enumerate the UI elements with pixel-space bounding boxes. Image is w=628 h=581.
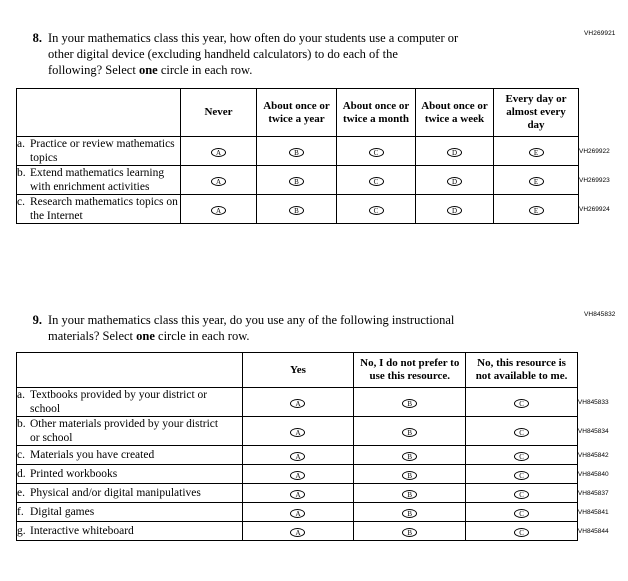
q9-a-item-code: VH845833 xyxy=(577,398,609,406)
question-8-item-code: VH269921 xyxy=(584,30,616,37)
question-9-header-blank xyxy=(17,353,243,388)
question-8-line3-bold: one xyxy=(138,63,158,77)
question-9-item-code: VH845832 xyxy=(584,311,616,318)
radio-bubble[interactable]: C xyxy=(514,490,529,499)
table-row xyxy=(17,446,584,465)
question-8-header-everyday: Every day or almost every day xyxy=(494,89,579,137)
radio-bubble[interactable]: A xyxy=(211,206,226,215)
question-9-number: 9. xyxy=(32,313,42,327)
radio-bubble[interactable]: C xyxy=(369,148,384,157)
q8-a-option-week[interactable] xyxy=(416,137,494,166)
question-9-heading xyxy=(20,312,454,344)
radio-bubble[interactable]: C xyxy=(514,399,529,408)
q9-f-option-yes[interactable] xyxy=(242,503,354,522)
radio-bubble[interactable]: B xyxy=(289,206,304,215)
radio-bubble[interactable]: A xyxy=(290,399,305,408)
row-text: Other materials provided by your district or school xyxy=(30,418,219,444)
question-8-number: 8. xyxy=(32,31,42,45)
q9-g-option-yes[interactable] xyxy=(242,522,354,541)
q9-e-option-no-available[interactable] xyxy=(466,484,578,503)
q8-a-item-code: VH269922 xyxy=(579,147,610,155)
q9-f-item-code: VH845841 xyxy=(577,508,609,516)
row-letter: d. xyxy=(17,468,26,480)
question-8-row-b-label xyxy=(17,166,181,195)
table-row xyxy=(17,417,584,446)
q8-b-option-year[interactable] xyxy=(257,166,337,195)
question-8-header-week: About once or twice a week xyxy=(416,89,494,137)
q8-a-option-never[interactable] xyxy=(181,137,257,166)
question-8-header-month: About once or twice a month xyxy=(337,89,416,137)
row-text: Practice or review mathematics topics xyxy=(30,138,175,164)
q9-c-option-no-prefer[interactable] xyxy=(354,446,466,465)
radio-bubble[interactable]: B xyxy=(402,428,417,437)
radio-bubble[interactable]: A xyxy=(290,528,305,537)
question-9-block xyxy=(20,312,454,344)
row-letter: a. xyxy=(17,138,25,150)
question-8-heading xyxy=(20,30,458,78)
question-8-header-blank xyxy=(17,89,181,137)
row-text: Research mathematics topics on the Internet xyxy=(30,196,178,222)
question-9-line2-pre: materials? Select xyxy=(48,329,137,343)
radio-bubble[interactable]: C xyxy=(514,452,529,461)
row-text: Extend mathematics learning with enrichment activities xyxy=(30,167,165,193)
q8-b-option-month[interactable] xyxy=(337,166,416,195)
table-row xyxy=(17,465,584,484)
q8-c-item-code: VH269924 xyxy=(579,205,610,213)
table-row xyxy=(17,503,584,522)
row-text: Printed workbooks xyxy=(30,468,118,480)
row-letter: b. xyxy=(17,418,26,430)
q9-g-option-no-prefer[interactable] xyxy=(354,522,466,541)
q9-e-option-yes[interactable] xyxy=(242,484,354,503)
radio-bubble[interactable]: E xyxy=(529,206,544,215)
question-8-text xyxy=(48,30,458,78)
table-row xyxy=(17,166,585,195)
question-9-row-f-label xyxy=(17,503,243,522)
question-8-header-row xyxy=(17,89,585,137)
row-letter: e. xyxy=(17,487,25,499)
q8-c-option-never[interactable] xyxy=(181,195,257,224)
radio-bubble[interactable]: B xyxy=(289,148,304,157)
radio-bubble[interactable]: C xyxy=(514,471,529,480)
radio-bubble[interactable]: C xyxy=(514,509,529,518)
q9-c-option-no-available[interactable] xyxy=(466,446,578,465)
question-9-row-a-label xyxy=(17,388,243,417)
q9-d-item-code: VH845840 xyxy=(577,470,609,478)
q9-g-item-code: VH845844 xyxy=(577,527,609,535)
q9-g-option-no-available[interactable] xyxy=(466,522,578,541)
radio-bubble[interactable]: A xyxy=(290,509,305,518)
table-row xyxy=(17,388,584,417)
radio-bubble[interactable]: B xyxy=(402,528,417,537)
question-8-row-a-label xyxy=(17,137,181,166)
q8-c-option-year[interactable] xyxy=(257,195,337,224)
radio-bubble[interactable]: A xyxy=(211,148,226,157)
question-8-header-never: Never xyxy=(181,89,257,137)
radio-bubble[interactable]: B xyxy=(402,509,417,518)
q9-a-option-no-prefer[interactable] xyxy=(354,388,466,417)
question-9-line2-post: circle in each row. xyxy=(154,329,250,343)
q9-d-option-no-available[interactable] xyxy=(466,465,578,484)
q8-b-option-week[interactable] xyxy=(416,166,494,195)
radio-bubble[interactable]: C xyxy=(514,428,529,437)
question-8-table xyxy=(16,88,610,224)
radio-bubble[interactable]: B xyxy=(402,471,417,480)
q9-a-option-yes[interactable] xyxy=(242,388,354,417)
table-row xyxy=(17,522,584,541)
row-text: Materials you have created xyxy=(30,449,155,461)
q8-b-option-everyday[interactable] xyxy=(494,166,579,195)
question-9-header-row xyxy=(17,353,584,388)
radio-bubble[interactable]: E xyxy=(529,148,544,157)
radio-bubble[interactable]: C xyxy=(369,177,384,186)
question-9-header-yes: Yes xyxy=(242,353,354,388)
q8-a-option-year[interactable] xyxy=(257,137,337,166)
radio-bubble[interactable]: C xyxy=(514,528,529,537)
q9-b-option-no-available[interactable] xyxy=(466,417,578,446)
q8-a-option-everyday[interactable] xyxy=(494,137,579,166)
q8-c-option-month[interactable] xyxy=(337,195,416,224)
q9-f-option-no-prefer[interactable] xyxy=(354,503,466,522)
question-9-row-g-label xyxy=(17,522,243,541)
question-9-header-no-available: No, this resource is not available to me. xyxy=(466,353,578,388)
row-letter: b. xyxy=(17,167,26,179)
radio-bubble[interactable]: A xyxy=(290,490,305,499)
radio-bubble[interactable]: D xyxy=(447,148,462,157)
question-8-line1: In your mathematics class this year, how often do your students use a computer or xyxy=(48,31,459,45)
radio-bubble[interactable]: A xyxy=(211,177,226,186)
row-text: Interactive whiteboard xyxy=(30,525,134,537)
q8-b-item-code: VH269923 xyxy=(579,176,610,184)
q9-d-option-yes[interactable] xyxy=(242,465,354,484)
radio-bubble[interactable]: A xyxy=(290,452,305,461)
radio-bubble[interactable]: A xyxy=(290,471,305,480)
q8-b-option-never[interactable] xyxy=(181,166,257,195)
q9-e-option-no-prefer[interactable] xyxy=(354,484,466,503)
row-letter: c. xyxy=(17,196,25,208)
question-9-row-b-label xyxy=(17,417,243,446)
radio-bubble[interactable]: E xyxy=(529,177,544,186)
radio-bubble[interactable]: C xyxy=(369,206,384,215)
row-letter: g. xyxy=(17,525,26,537)
radio-bubble[interactable]: D xyxy=(447,177,462,186)
row-text: Textbooks provided by your district or school xyxy=(30,389,208,415)
question-9-line2-bold: one xyxy=(136,329,155,343)
row-text: Digital games xyxy=(30,506,95,518)
question-9-header-no-prefer: No, I do not prefer to use this resource. xyxy=(354,353,466,388)
question-8-line3-pre: following? Select xyxy=(48,63,139,77)
q8-c-option-everyday[interactable] xyxy=(494,195,579,224)
row-letter: f. xyxy=(17,506,24,518)
q9-d-option-no-prefer[interactable] xyxy=(354,465,466,484)
radio-bubble[interactable]: D xyxy=(447,206,462,215)
question-8-block xyxy=(20,30,458,78)
question-9-table xyxy=(16,352,609,541)
question-8-header-year: About once or twice a year xyxy=(257,89,337,137)
radio-bubble[interactable]: B xyxy=(402,490,417,499)
row-letter: c. xyxy=(17,449,25,461)
q9-b-option-yes[interactable] xyxy=(242,417,354,446)
question-9-row-d-label xyxy=(17,465,243,484)
radio-bubble[interactable]: B xyxy=(289,177,304,186)
question-8-line2: other digital device (excluding handheld calculators) to do each of the xyxy=(48,47,398,61)
radio-bubble[interactable]: B xyxy=(402,452,417,461)
table-row xyxy=(17,195,585,224)
row-letter: a. xyxy=(17,389,25,401)
q9-b-item-code: VH845834 xyxy=(577,427,609,435)
q9-e-item-code: VH845837 xyxy=(577,489,609,497)
radio-bubble[interactable]: B xyxy=(402,399,417,408)
q9-c-option-yes[interactable] xyxy=(242,446,354,465)
question-8-line3-post: circle in each row. xyxy=(157,63,253,77)
q9-f-option-no-available[interactable] xyxy=(466,503,578,522)
question-9-row-c-label xyxy=(17,446,243,465)
table-row xyxy=(17,484,584,503)
q9-a-option-no-available[interactable] xyxy=(466,388,578,417)
question-9-line1: In your mathematics class this year, do you use any of the following instructional xyxy=(48,313,455,327)
question-8-row-c-label xyxy=(17,195,181,224)
q9-c-item-code: VH845842 xyxy=(577,451,609,459)
radio-bubble[interactable]: A xyxy=(290,428,305,437)
table-row xyxy=(17,137,585,166)
q8-a-option-month[interactable] xyxy=(337,137,416,166)
question-9-row-e-label xyxy=(17,484,243,503)
q8-c-option-week[interactable] xyxy=(416,195,494,224)
question-9-text xyxy=(48,312,454,344)
q9-b-option-no-prefer[interactable] xyxy=(354,417,466,446)
row-text: Physical and/or digital manipulatives xyxy=(30,487,201,499)
